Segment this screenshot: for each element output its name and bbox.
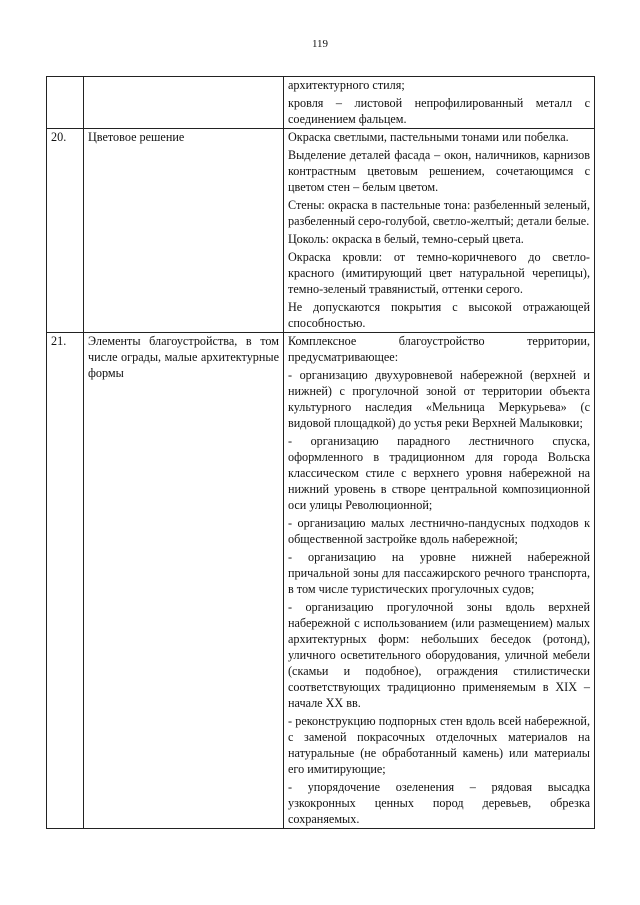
paragraph: Не допускаются покрытия с высокой отражающей способностью.: [288, 300, 590, 330]
row-description: [284, 333, 595, 829]
paragraph: Цоколь: окраска в белый, темно-серый цвета.: [288, 232, 524, 246]
regulations-table: [46, 76, 595, 829]
paragraph: Окраска светлыми, пастельными тонами или побелка.: [288, 130, 569, 144]
row-number: [47, 77, 84, 129]
list-item: - организацию малых лестнично-пандусных подходов к общественной застройке вдоль набережной;: [288, 516, 590, 546]
paragraph: архитектурного стиля;: [288, 78, 405, 92]
row-description: [284, 129, 595, 333]
row-number: 20.: [47, 129, 84, 333]
list-item: - организацию двухуровневой набережной (верхней и нижней) с прогулочной зоной от территории объекта культурного наследия «Мельница Меркурьева» (с видовой площадкой) до устья реки Верхней Малыковки;: [288, 368, 590, 430]
row-description: [284, 77, 595, 129]
page-number: 119: [311, 38, 329, 50]
table-row: [47, 333, 595, 829]
row-title: Цветовое решение: [84, 129, 284, 333]
paragraph: Комплексное благоустройство территории, предусматривающее:: [288, 334, 590, 364]
list-item: - организацию на уровне нижней набережной причальной зоны для пассажирского речного транспорта, в том числе туристических прогулочных судов;: [288, 550, 590, 596]
row-title: [84, 77, 284, 129]
row-title: Элементы благоустройства, в том числе ограды, малые архитектурные формы: [84, 333, 284, 829]
list-item: - организацию прогулочной зоны вдоль верхней набережной с использованием (или размещением) малых архитектурных форм: небольших беседок (ротонд), уличного осветительного оборудования, уличной мебели (скамьи и подобное), ограждения стилистически соответствующих традиционно применяемым в XIX – начале XX вв.: [288, 600, 590, 710]
list-item: - реконструкцию подпорных стен вдоль всей набережной, с заменой покрасочных отделочных материалов на натуральные (не обработанный камень) или материалы его имитирующие;: [288, 714, 590, 776]
row-number: 21.: [47, 333, 84, 829]
table-row: [47, 77, 595, 129]
list-item: - упорядочение озеленения – рядовая высадка узкокронных ценных пород деревьев, обрезка сохраняемых.: [288, 780, 590, 826]
paragraph: кровля – листовой непрофилированный металл с соединением фальцем.: [288, 96, 590, 126]
paragraph: Выделение деталей фасада – окон, наличников, карнизов контрастным цветовым решением, сочетающимся с цветом стен – белым цветом.: [288, 148, 590, 194]
paragraph: Стены: окраска в пастельные тона: разбеленный зеленый, разбеленный серо-голубой, светло-желтый; детали белые.: [288, 198, 590, 228]
table-row: [47, 129, 595, 333]
paragraph: Окраска кровли: от темно-коричневого до светло-красного (имитирующий цвет натуральной черепицы), темно-зеленый травянистый, оттенки серого.: [288, 250, 590, 296]
list-item: - организацию парадного лестничного спуска, оформленного в традиционном для города Вольска классическом стиле с верхнего уровня набережной на нижний уровень в створе центральной композиционной оси улицы Революционной;: [288, 434, 590, 512]
